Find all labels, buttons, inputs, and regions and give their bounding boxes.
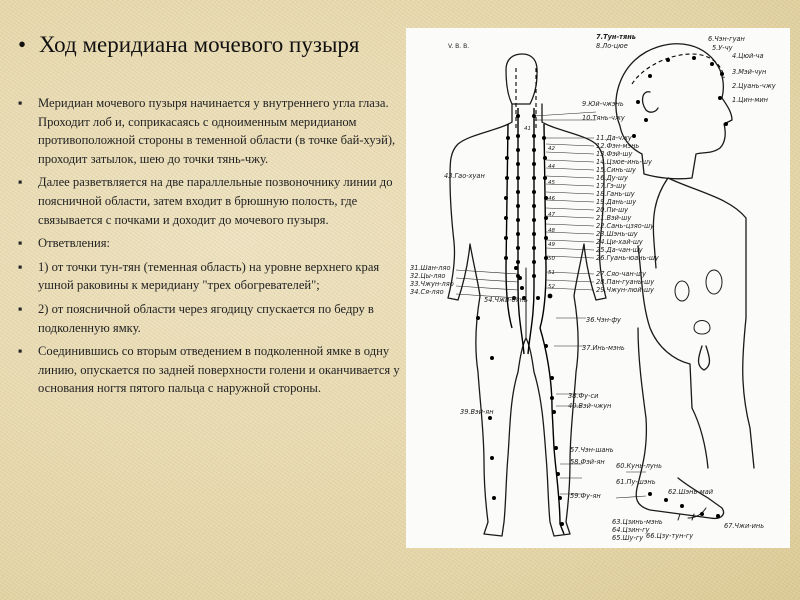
label-leg-59: 59.Фу-ян — [570, 492, 601, 500]
meridian-illustration — [406, 28, 790, 548]
paragraph-text: Меридиан мочевого пузыря начинается у внутреннего угла глаза. Проходит лоб и, соприкасаясь с одноименным меридианом противоположной стороны в теменной области (в точке бай-хуэй), проходит затылок, шею до точки тянь-чжу. — [38, 96, 396, 166]
slide-title — [18, 30, 378, 60]
spine-number-41: 41 — [524, 126, 531, 132]
label-back-15: 15.Синь-шу — [596, 166, 636, 174]
spine-number-45: 45 — [548, 180, 555, 186]
label-back-18: 18.Гань-шу — [596, 190, 635, 198]
label-left-39: 39.Вэй-ян — [460, 408, 494, 416]
paragraph-text: Соединившись со вторым отведением в подколенной ямке в одну линию, опускается по задней поверхности голени и оканчивается у основания ногтя пятого пальца с наружной стороны. — [38, 344, 400, 396]
label-leg-66: 66.Цзу-тун-гу — [646, 532, 694, 540]
label-back-22: 22.Сань-цзяо-шу — [596, 222, 655, 230]
square-bullet-icon: ▪ — [18, 301, 23, 316]
back-figure-head — [506, 54, 537, 104]
label-head-4: 4.Цюй-ча — [732, 52, 764, 60]
label-leg-65: 65.Шу-гу — [612, 534, 644, 542]
label-leg-64: 64.Цзин-гу — [612, 526, 650, 534]
label-left-54: 54.Чжи-бянь — [484, 296, 528, 304]
label-leg-58: 58.Фэй-ян — [570, 458, 605, 466]
paragraph-text: Далее разветвляется на две параллельные позвоночнику линии до поясничной области, затем входит в брюшную полость, где связывается с почками и доходит до мочевого пузыря. — [38, 175, 393, 227]
label-leg-60: 60.Кунь-лунь — [616, 462, 662, 470]
paragraph-text: 1) от точки тун-тян (теменная область) на уровне верхнего края ушной раковины к меридиану "трех обогревателей"; — [38, 259, 380, 293]
title-bullet: • — [18, 32, 27, 57]
label-sacral-27: 27.Сяо-чан-шу — [596, 270, 647, 278]
label-leg-36: 36.Чэн-фу — [586, 316, 621, 324]
label-head-7: 7.Тун-тянь — [596, 33, 636, 41]
spine-number-51: 51 — [548, 270, 555, 276]
paragraph-2 — [18, 173, 403, 229]
square-bullet-icon: ▪ — [18, 175, 23, 190]
label-back-14: 14.Цзюе-инь-шу — [596, 158, 652, 166]
label-back-12: 12.Фэн-мэнь — [596, 142, 640, 150]
spine-number-52: 52 — [548, 284, 555, 290]
spine-number-49: 49 — [548, 242, 555, 248]
label-back-20: 20.Пи-шу — [596, 206, 629, 214]
label-left-43: 43.Гао-хуан — [444, 172, 485, 180]
label-leg-37: 37.Инь-мэнь — [582, 344, 625, 352]
label-back-23: 23.Шэнь-шу — [596, 230, 638, 238]
signature-text: V. B. B. — [448, 43, 470, 50]
spine-number-47: 47 — [548, 212, 555, 218]
label-neck-10: 10.Тянь-чжу — [582, 114, 625, 122]
kidney-left — [675, 281, 689, 301]
paragraph-text: Ответвления: — [38, 236, 110, 251]
inner-spine-line-left — [518, 108, 524, 354]
square-bullet-icon: ▪ — [18, 344, 23, 359]
label-left-34: 34.Ся-ляо — [410, 288, 444, 296]
front-genital — [699, 346, 710, 370]
spine-number-46: 46 — [548, 196, 555, 202]
spine-number-44: 44 — [548, 164, 555, 170]
label-leg-57: 57.Чэн-шань — [570, 446, 614, 454]
label-back-25: 25.Да-чан-шу — [596, 246, 643, 254]
spine-number-48: 48 — [548, 228, 555, 234]
label-sacral-28: 28.Пан-гуань-шу — [596, 278, 655, 286]
spine-number-42: 42 — [548, 146, 555, 152]
label-back-16: 16.Ду-шу — [596, 174, 628, 182]
square-bullet-icon: ▪ — [18, 236, 23, 251]
label-left-31: 31.Шан-ляо — [410, 264, 451, 272]
label-back-21: 21.Вэй-шу — [596, 214, 632, 222]
label-head-1: 1.Цин-мин — [732, 96, 768, 104]
label-back-19: 19.Дань-шу — [596, 198, 637, 206]
label-neck-9: 9.Юй-чжэнь — [582, 100, 624, 108]
label-leg-67: 67.Чжи-инь — [724, 522, 765, 530]
spine-number-50: 50 — [548, 256, 555, 262]
label-leg-62: 62.Шэнь-май — [668, 488, 714, 496]
bladder — [694, 321, 710, 335]
ear — [643, 92, 658, 112]
meridian-drawing — [406, 28, 790, 548]
label-head-5: 5.У-чу — [712, 44, 733, 52]
paragraph-text: 2) от поясничной области через ягодицу спускается по бедру в подколенную ямку. — [38, 301, 374, 335]
label-leg-40: 40.Вэй-чжун — [568, 402, 612, 410]
label-head-3: 3.Мэй-чун — [732, 68, 767, 76]
label-head-2: 2.Цуань-чжу — [732, 82, 776, 90]
paragraph-5 — [18, 300, 403, 337]
square-bullet-icon: ▪ — [18, 259, 23, 274]
label-leg-38: 38.Фу-си — [568, 392, 599, 400]
label-back-17: 17.Гэ-шу — [596, 182, 627, 190]
label-left-32: 32.Цы-ляо — [410, 272, 446, 280]
outer-spine-line-right — [540, 124, 546, 328]
paragraph-4 — [18, 258, 403, 295]
inner-spine-line-right — [528, 108, 534, 354]
label-head-8: 8.Ло-цюе — [596, 42, 628, 50]
square-bullet-icon: ▪ — [18, 96, 23, 110]
description-list — [18, 94, 403, 403]
paragraph-6 — [18, 342, 403, 398]
label-left-33: 33.Чжун-ляо — [410, 280, 454, 288]
front-leg — [638, 328, 708, 484]
label-leg-63: 63.Цзинь-мэнь — [612, 518, 663, 526]
label-sacral-29: 29.Чжун-люй-шу — [596, 286, 654, 294]
label-back-11: 11.Да-чжу — [596, 134, 632, 142]
label-leg-61: 61.Пу-шэнь — [616, 478, 656, 486]
label-back-26: 26.Гуань-юань-шу — [596, 254, 659, 262]
kidney-right — [706, 270, 722, 294]
label-back-13: 13.Фэй-шу — [596, 150, 633, 158]
title-text: Ход меридиана мочевого пузыря — [39, 32, 360, 57]
label-head-6: 6.Чэн-гуан — [708, 35, 745, 43]
back-figure-body — [448, 104, 606, 536]
label-back-24: 24.Ци-хай-шу — [596, 238, 643, 246]
paragraph-1 — [18, 94, 403, 168]
paragraph-3 — [18, 234, 403, 253]
